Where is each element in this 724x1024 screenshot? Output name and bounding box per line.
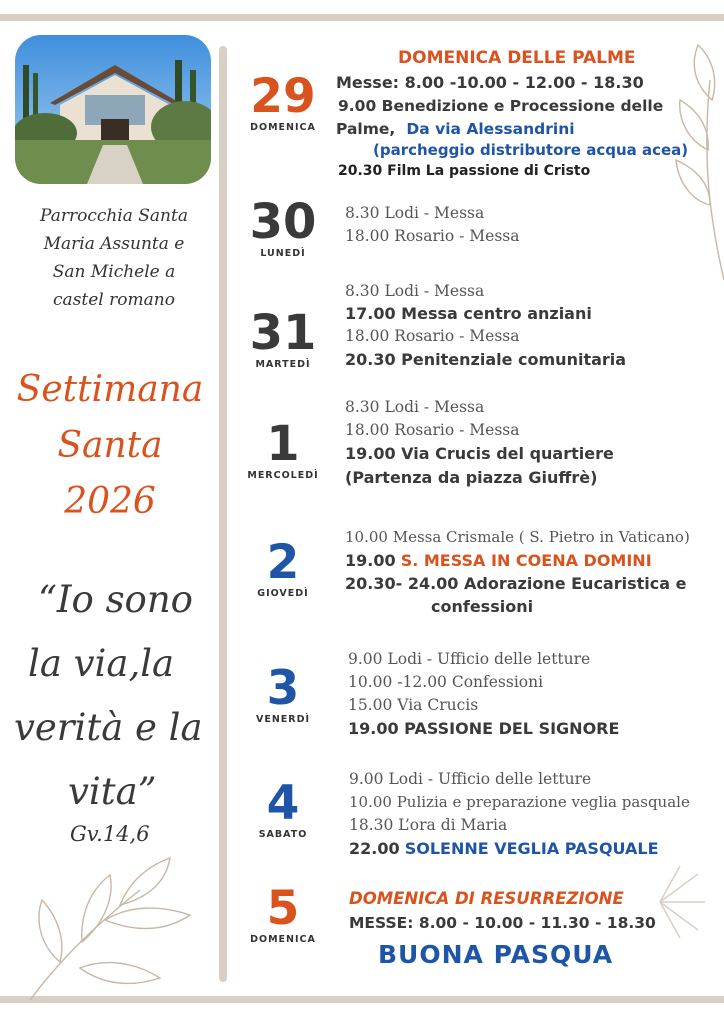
schedule-line: 9.00 Lodi - Ufficio delle letture (349, 770, 592, 788)
time-text: 19.00 (345, 551, 396, 570)
schedule-line: confessioni (431, 597, 534, 616)
schedule-line (336, 119, 575, 138)
day-31 (236, 305, 330, 370)
quote-line: vita” (68, 770, 157, 813)
day-5 (236, 881, 330, 945)
schedule-line: 8.30 Lodi - Messa (345, 282, 485, 300)
parish-line: San Michele a (52, 262, 176, 282)
schedule-line: (Partenza da piazza Giuffrè) (345, 468, 598, 487)
parish-name (16, 202, 212, 314)
day-number: 31 (249, 305, 317, 361)
day-number: 1 (266, 416, 300, 472)
vigil-text: SOLENNE VEGLIA PASQUALE (404, 839, 659, 858)
title-line: Settimana (16, 369, 204, 410)
vertical-divider (219, 46, 227, 982)
palm-sunday-heading: DOMENICA DELLE PALME (398, 48, 636, 68)
day-number: 3 (266, 661, 300, 716)
schedule-line: 20.30 Penitenziale comunitaria (345, 350, 627, 369)
schedule-line (349, 839, 659, 858)
schedule-line: 19.00 PASSIONE DEL SIGNORE (348, 719, 620, 738)
easter-heading: DOMENICA DI RESURREZIONE (349, 889, 624, 908)
parish-line: Parrocchia Santa (40, 206, 188, 226)
schedule-line (345, 551, 652, 570)
day-name: MERCOLEDÌ (247, 470, 319, 481)
day-name: LUNEDÌ (260, 248, 306, 259)
day-name: GIOVEDÌ (257, 588, 309, 599)
day-number: 2 (266, 535, 300, 590)
quote-reference: Gv.14,6 (70, 822, 150, 846)
day-30 (236, 194, 330, 259)
day-name: DOMENICA (250, 122, 316, 133)
schedule-line: 8.30 Lodi - Messa (345, 204, 485, 222)
day-number: 29 (250, 69, 316, 124)
palme-text: Palme, (336, 120, 396, 138)
schedule-line: 9.00 Lodi - Ufficio delle letture (348, 650, 591, 668)
church-photo (15, 35, 211, 184)
day-name: DOMENICA (250, 934, 316, 945)
schedule-line: 19.00 Via Crucis del quartiere (345, 444, 614, 463)
day-1 (236, 416, 330, 481)
quote-line: “Io sono (38, 578, 193, 621)
day-name: VENERDÌ (255, 714, 311, 725)
day-name: MARTEDÌ (255, 359, 311, 370)
leaf-branch-icon (20, 850, 220, 1000)
schedule-line: 10.00 Pulizia e preparazione veglia pasquale (349, 793, 690, 811)
location-text: Da via Alessandrini (406, 120, 575, 138)
title-line: Santa (57, 425, 163, 466)
time-text: 22.00 (349, 839, 400, 858)
title-line: 2026 (64, 481, 156, 522)
day-4 (236, 776, 330, 840)
easter-greeting: BUONA PASQUA (378, 940, 614, 969)
day-name: SABATO (258, 829, 308, 840)
schedule-line: 20.30 Film La passione di Cristo (338, 163, 591, 179)
parish-line: Maria Assunta e (43, 234, 185, 254)
bible-quote (6, 568, 220, 824)
schedule-line: 17.00 Messa centro anziani (345, 304, 592, 323)
schedule-line: 9.00 Benedizione e Processione delle (338, 97, 664, 115)
schedule-line: 18.00 Rosario - Messa (345, 421, 520, 439)
parking-note: (parcheggio distributore acqua acea) (373, 141, 689, 159)
schedule-line: 18.30 L’ora di Maria (349, 816, 508, 834)
day-number: 5 (266, 881, 300, 936)
schedule-line: 20.30- 24.00 Adorazione Eucaristica e (345, 574, 687, 593)
sunburst-icon (650, 862, 710, 942)
quote-line: verità e la (14, 706, 203, 749)
leaf-branch-icon (670, 40, 724, 280)
quote-line: la via,la (28, 642, 175, 685)
day-2 (236, 535, 330, 599)
schedule-line: 8.30 Lodi - Messa (345, 398, 485, 416)
day-number: 4 (266, 776, 300, 831)
top-border (0, 14, 724, 21)
schedule-line: 15.00 Via Crucis (348, 696, 479, 714)
schedule-line: 18.00 Rosario - Messa (345, 327, 520, 345)
schedule-line: 10.00 -12.00 Confessioni (348, 673, 544, 691)
schedule-line: 10.00 Messa Crismale ( S. Pietro in Vaticano) (345, 528, 690, 546)
day-3 (236, 661, 330, 725)
parish-line: castel romano (53, 290, 175, 310)
schedule-line: MESSE: 8.00 - 10.00 - 11.30 - 18.30 (349, 914, 656, 932)
poster-title (0, 362, 220, 530)
day-29 (236, 69, 330, 133)
coena-domini-text: S. MESSA IN COENA DOMINI (400, 551, 652, 570)
day-number: 30 (249, 194, 317, 250)
schedule-line: Messe: 8.00 -10.00 - 12.00 - 18.30 (336, 73, 644, 92)
schedule-line: 18.00 Rosario - Messa (345, 227, 520, 245)
